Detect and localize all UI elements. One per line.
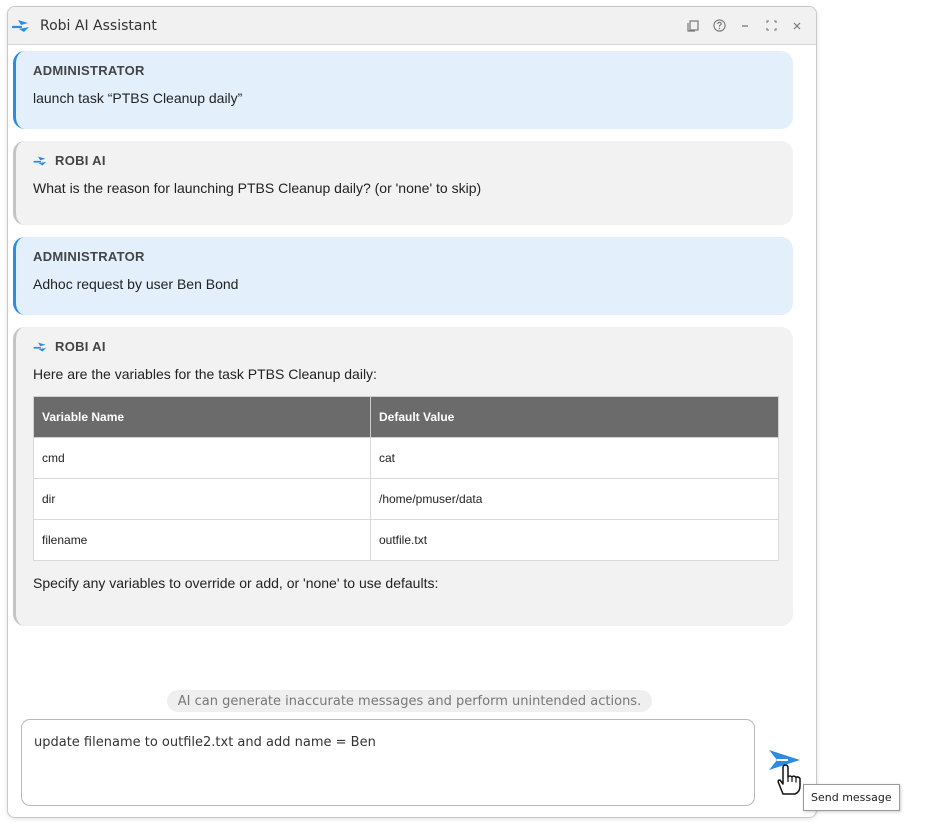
close-icon[interactable] (786, 15, 808, 37)
table-row (34, 438, 779, 479)
message-robi-ai (13, 327, 793, 626)
chat-log (13, 51, 793, 638)
help-icon[interactable] (708, 15, 730, 37)
sender-name: ROBI AI (55, 339, 106, 354)
message-text: What is the reason for launching PTBS Cleanup daily? (or 'none' to skip) (33, 180, 482, 196)
message-administrator (13, 237, 793, 315)
message-text: Here are the variables for the task PTBS Cleanup daily: (33, 366, 377, 382)
message-text: Specify any variables to override or add, or 'none' to use defaults: (33, 575, 439, 591)
table-cell: filename (34, 520, 371, 561)
message-text: launch task “PTBS Cleanup daily” (33, 90, 243, 106)
message-administrator (13, 51, 793, 129)
copy-icon[interactable] (682, 15, 704, 37)
minimize-icon[interactable] (734, 15, 756, 37)
robi-logo-icon (33, 155, 49, 167)
window-controls (682, 15, 808, 37)
table-row (34, 479, 779, 520)
window-title: Robi AI Assistant (40, 17, 157, 34)
table-row (34, 520, 779, 561)
title-bar (8, 7, 816, 45)
sender-name: ROBI AI (55, 153, 106, 168)
sender-label (33, 339, 777, 354)
hand-pointer-icon (778, 765, 800, 794)
sender-label: ADMINISTRATOR (33, 63, 145, 78)
ai-disclaimer: AI can generate inaccurate messages and perform unintended actions. (167, 690, 652, 712)
send-button[interactable] (766, 746, 806, 796)
sender-label (33, 153, 777, 168)
table-cell: /home/pmuser/data (371, 479, 779, 520)
table-cell: outfile.txt (371, 520, 779, 561)
message-robi-ai (13, 141, 793, 225)
column-header: Default Value (371, 397, 779, 438)
table-cell: cat (371, 438, 779, 479)
column-header: Variable Name (34, 397, 371, 438)
sender-label: ADMINISTRATOR (33, 249, 145, 264)
table-cell: dir (34, 479, 371, 520)
table-header-row (34, 397, 779, 438)
expand-icon[interactable] (760, 15, 782, 37)
message-text: Adhoc request by user Ben Bond (33, 276, 239, 292)
send-tooltip: Send message (803, 784, 900, 811)
robi-logo-icon (12, 16, 32, 36)
variables-table (33, 396, 779, 561)
robi-logo-icon (33, 341, 49, 353)
message-input[interactable]: update filename to outfile2.txt and add name = Ben (21, 719, 755, 806)
table-cell: cmd (34, 438, 371, 479)
